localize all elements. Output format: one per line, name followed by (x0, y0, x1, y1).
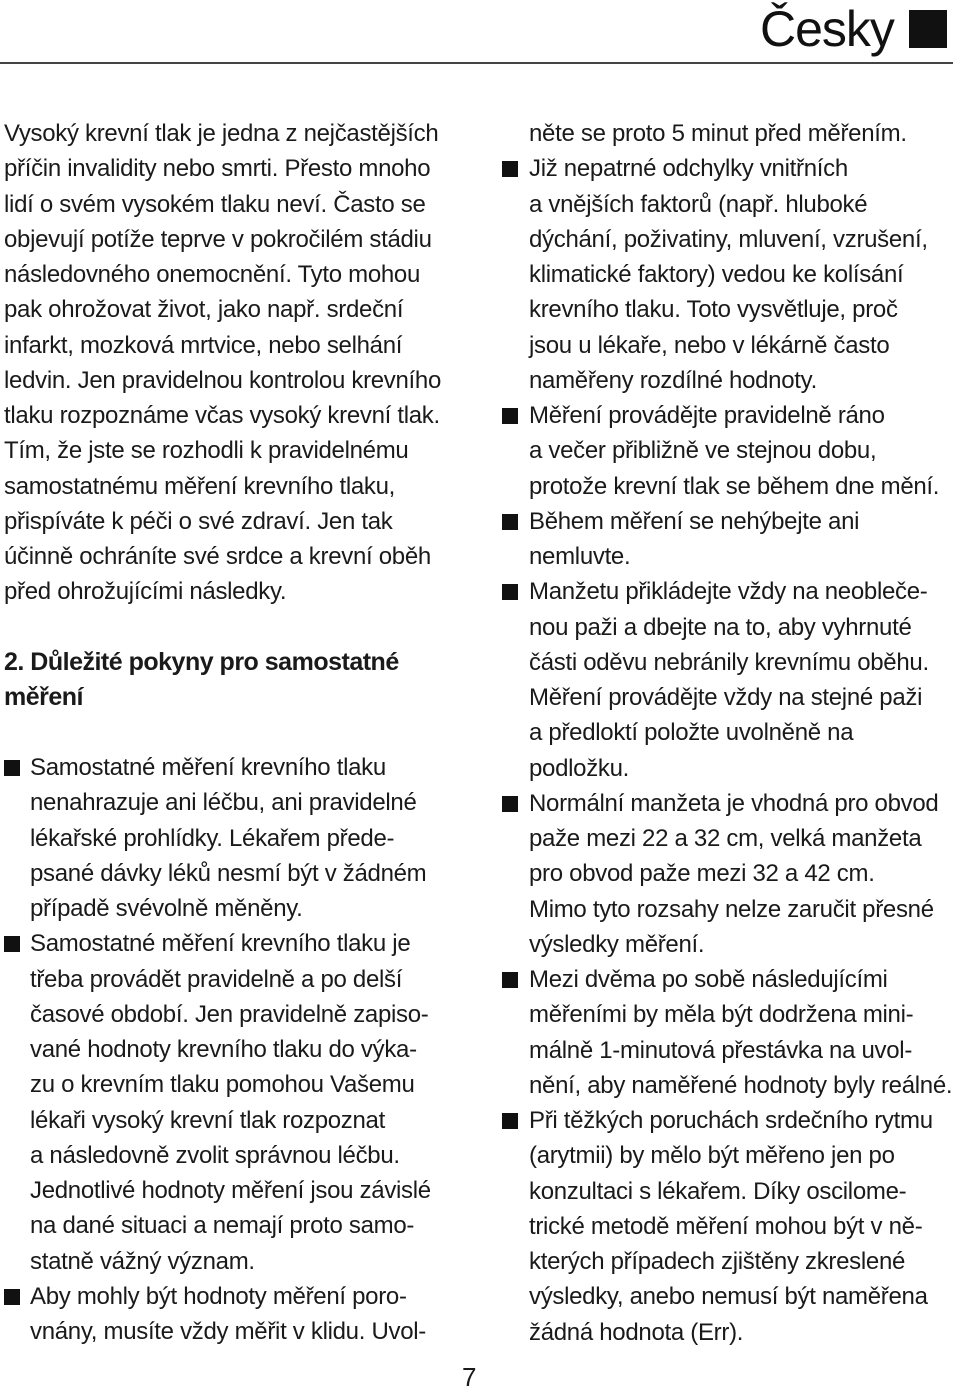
intro-paragraph (4, 116, 469, 610)
text-line: a předloktí položte uvolněně na (529, 719, 854, 747)
text-line: Aby mohly být hodnoty měření poro- (30, 1282, 407, 1310)
text-line: něte se proto 5 minut před měřením. (529, 120, 907, 147)
text-line: Vysoký krevní tlak je jedna z nejčastějších (4, 120, 439, 147)
bullet-item (529, 151, 957, 398)
text-line: kterých případech zjištěny zkreslené (529, 1248, 906, 1275)
text-line: případě svévolně měněny. (30, 895, 303, 922)
text-line: ledvin. Jen pravidelnou kontrolou krevního (4, 366, 442, 394)
right-column (529, 116, 957, 1350)
text-line: měřeními by měla být dodržena mini- (529, 1001, 914, 1029)
heading-line: měření (4, 682, 83, 711)
text-line: Mimo tyto rozsahy nelze zaručit přesné (529, 895, 934, 923)
text-line: paže mezi 22 a 32 cm, velká manžeta (529, 825, 922, 852)
text-line: příčin invalidity nebo smrti. Přesto mnoho (4, 155, 431, 183)
bullet-square-icon (502, 408, 518, 424)
text-line: naměřeny rozdílné hodnoty. (529, 366, 817, 394)
continuation-paragraph (529, 116, 957, 151)
header-square-icon (909, 10, 947, 48)
text-line: Při těžkých poruchách srdečního rytmu (529, 1107, 933, 1134)
bullet-square-icon (502, 972, 518, 988)
heading-line: 2. Důležité pokyny pro samostatné (4, 647, 399, 676)
bullet-square-icon (4, 936, 20, 952)
page-number: 7 (462, 1362, 477, 1392)
bullet-square-icon (502, 796, 518, 812)
bullet-item (529, 504, 957, 575)
text-line: krevního tlaku. Toto vysvětluje, proč (529, 296, 898, 324)
text-line: trické metodě měření mohou být v ně- (529, 1212, 923, 1240)
text-line: nenahrazuje ani léčbu, ani pravidelné (30, 789, 417, 817)
section-heading (4, 645, 469, 716)
text-line: Samostatné měření krevního tlaku je (30, 930, 411, 958)
text-line: Měření provádějte pravidelně ráno (529, 402, 885, 429)
bullet-square-icon (502, 584, 518, 600)
text-line: dýchání, poživatiny, mluvení, vzrušení, (529, 225, 928, 253)
text-line: lékařské prohlídky. Lékařem přede- (30, 824, 395, 852)
text-line: nemluvte. (529, 543, 631, 570)
text-line: a vnějších faktorů (např. hluboké (529, 190, 868, 218)
text-line: protože krevní tlak se během dne mění. (529, 472, 940, 500)
text-line: přispíváte k péči o své zdraví. Jen tak (4, 507, 393, 535)
text-line: Manžetu přikládejte vždy na neobleče- (529, 578, 928, 606)
bullet-item (4, 1279, 469, 1350)
language-title: Česky (760, 1, 894, 57)
text-line: nou paži a dbejte na to, aby vyhrnuté (529, 613, 912, 641)
text-line: konzultaci s lékařem. Díky oscilome- (529, 1177, 907, 1205)
bullet-square-icon (502, 161, 518, 177)
header-divider (0, 62, 953, 64)
text-line: objevují potíže teprve v pokročilém stádiu (4, 225, 432, 253)
text-line: třeba provádět pravidelně a po delší (30, 965, 403, 993)
text-line: Tím, že jste se rozhodli k pravidelnému (4, 437, 409, 465)
bullet-item (529, 1103, 957, 1350)
text-line: výsledky měření. (529, 930, 705, 958)
bullet-item (529, 398, 957, 504)
text-line: a následovně zvolit správnou léčbu. (30, 1141, 400, 1169)
text-line: tlaku rozpoznáme včas vysoký krevní tlak. (4, 402, 440, 429)
text-line: vané hodnoty krevního tlaku do výka- (30, 1036, 417, 1063)
bullet-item (529, 574, 957, 786)
bullet-square-icon (502, 1113, 518, 1129)
text-line: pak ohrožovat život, jako např. srdeční (4, 296, 404, 324)
left-column (4, 116, 469, 1349)
text-line: výsledky, anebo nemusí být naměřena (529, 1283, 928, 1311)
text-line: lékaři vysoký krevní tlak rozpoznat (30, 1106, 385, 1134)
text-line: Jednotlivé hodnoty měření jsou závislé (30, 1177, 431, 1204)
text-line: Samostatné měření krevního tlaku (30, 754, 386, 781)
bullet-square-icon (4, 1289, 20, 1305)
text-line: Měření provádějte vždy na stejné paži (529, 684, 923, 711)
text-line: nění, aby naměřené hodnoty byly reálné. (529, 1071, 953, 1099)
text-line: Během měření se nehýbejte ani (529, 507, 860, 535)
text-line: zu o krevním tlaku pomohou Vašemu (30, 1071, 415, 1099)
text-line: před ohrožujícími následky. (4, 578, 287, 606)
text-line: málně 1-minutová přestávka na uvol- (529, 1036, 913, 1064)
text-line: (arytmii) by mělo být měřeno jen po (529, 1142, 895, 1170)
text-line: Mezi dvěma po sobě následujícími (529, 966, 888, 993)
bullet-item (4, 750, 469, 926)
text-line: a večer přibližně ve stejnou dobu, (529, 437, 877, 465)
text-line: Již nepatrné odchylky vnitřních (529, 155, 848, 183)
text-line: účinně ochráníte své srdce a krevní oběh (4, 543, 431, 570)
text-line: samostatnému měření krevního tlaku, (4, 472, 396, 500)
text-line: lidí o svém vysokém tlaku neví. Často se (4, 190, 426, 218)
bullet-item (4, 926, 469, 1279)
text-line: následovného onemocnění. Tyto mohou (4, 261, 421, 288)
bullet-square-icon (502, 514, 518, 530)
text-line: časové období. Jen pravidelně zapiso- (30, 1000, 429, 1028)
text-line: Normální manžeta je vhodná pro obvod (529, 789, 939, 817)
text-line: statně vážný význam. (30, 1247, 255, 1275)
text-line: infarkt, mozková mrtvice, nebo selhání (4, 331, 403, 359)
text-line: části oděvu nebránily krevnímu oběhu. (529, 648, 929, 676)
text-line: podložku. (529, 754, 630, 782)
bullet-square-icon (4, 760, 20, 776)
text-line: na dané situaci a nemají proto samo- (30, 1212, 415, 1240)
text-line: žádná hodnota (Err). (529, 1318, 744, 1346)
text-line: jsou u lékaře, nebo v lékárně často (529, 331, 890, 359)
bullet-item (529, 786, 957, 962)
text-line: klimatické faktory) vedou ke kolísání (529, 261, 904, 288)
text-line: pro obvod paže mezi 32 a 42 cm. (529, 860, 875, 888)
text-line: vnány, musíte vždy měřit v klidu. Uvol- (30, 1318, 426, 1345)
bullet-item (529, 962, 957, 1103)
text-line: psané dávky léků nesmí být v žádném (30, 859, 427, 887)
